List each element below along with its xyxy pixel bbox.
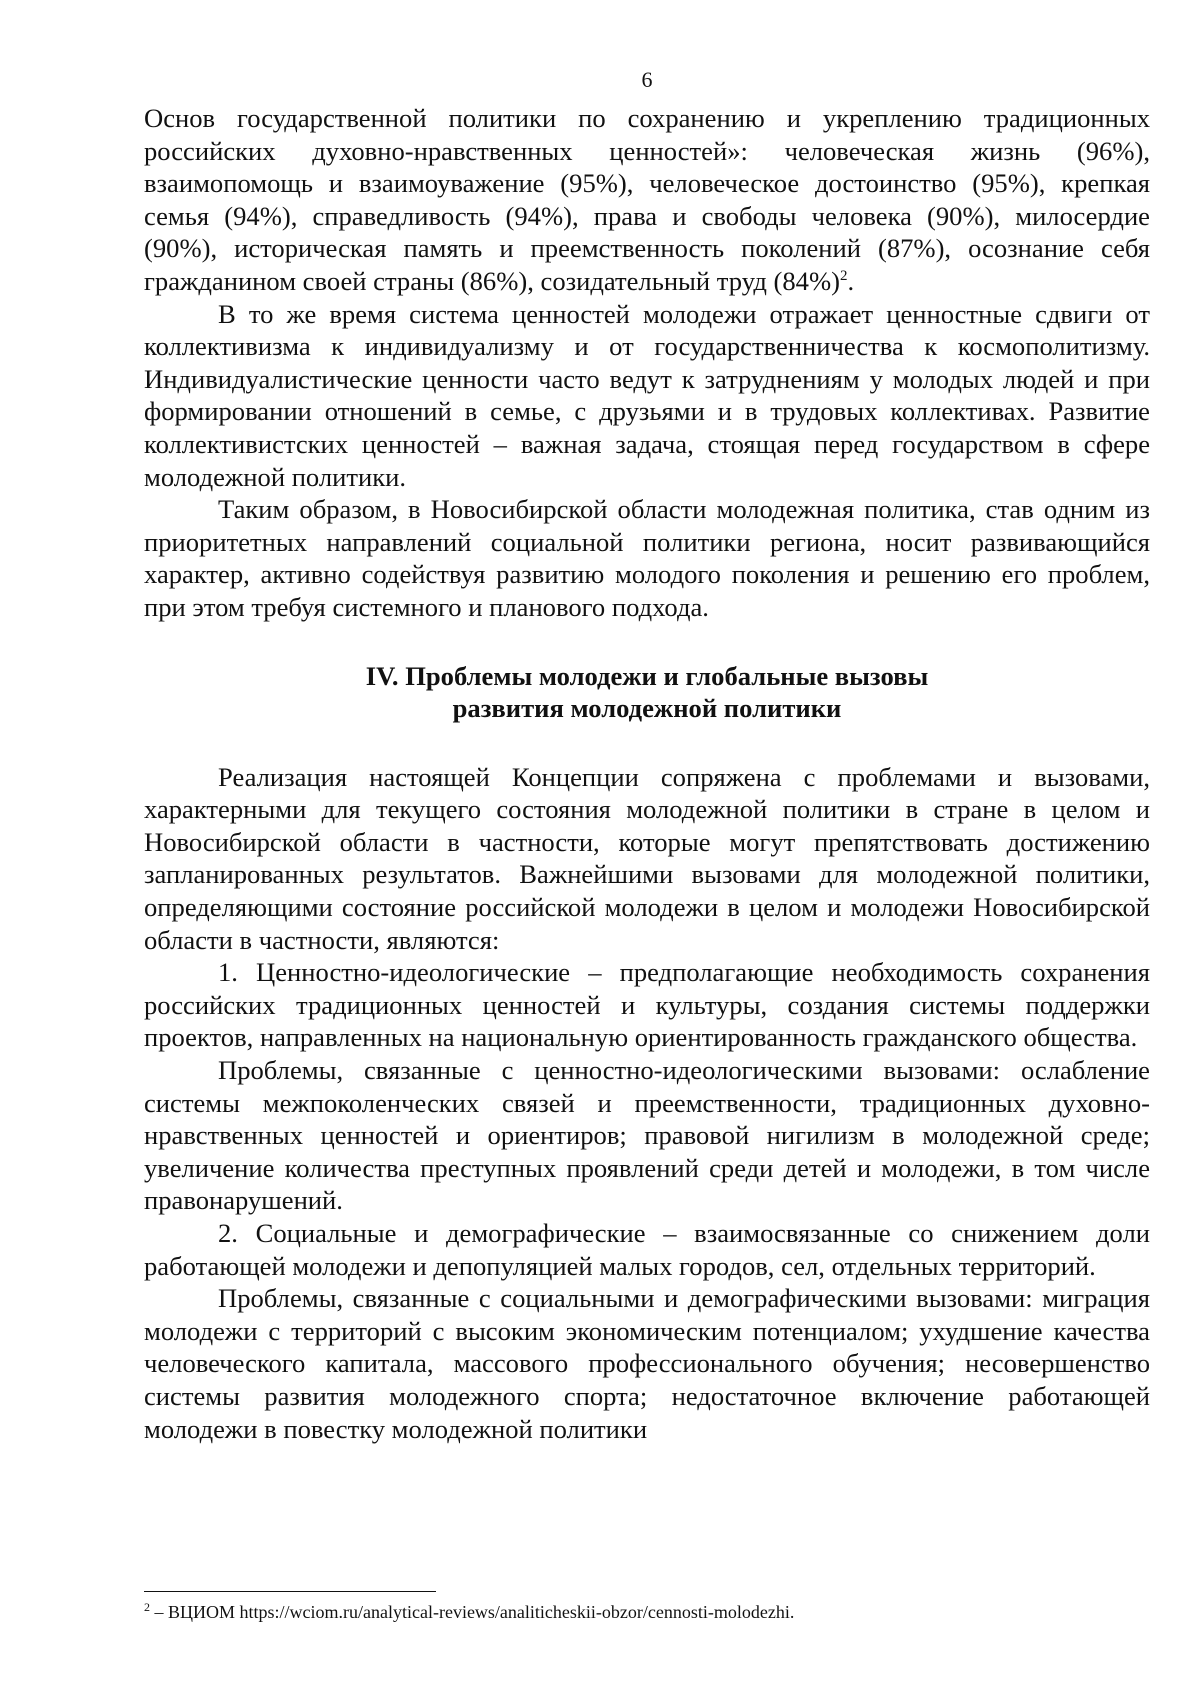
footnote-text: – ВЦИОМ https://wciom.ru/analytical-reviews/analiticheskii-obzor/cennosti-molodezhi.	[150, 1602, 795, 1622]
paragraph-challenge-1: 1. Ценностно-идеологические – предполагающие необходимость сохранения российских традиционных ценностей и культуры, создания системы поддержки проектов, направленных на национальную ориентированность гражданского общества.	[144, 957, 1150, 1053]
footnote-marker: 2	[144, 1600, 150, 1614]
paragraph-end: .	[847, 265, 855, 296]
paragraph-value-shifts: В то же время система ценностей молодежи отражает ценностные сдвиги от коллективизма к индивидуализму и от государственничества к космополитизму. Индивидуалистические ценности часто ведут к затруднениям у молодых людей и при формировании отношений в семье, с друзьями и в трудовых коллективах. Развитие коллективистских ценностей – важная задача, стоящая перед государством в сфере молодежной политики.	[144, 298, 1150, 492]
paragraph-text: Основ государственной политики по сохранению и укреплению традиционных российских духовно-нравственных ценностей»: человеческая жизнь (96%), взаимопомощь и взаимоуважение (95%), человеческое достоинство (95%), крепкая семья (94%), справедливость (94%), права и свободы человека (90%), милосердие (90%), историческая память и преемственность поколений (87%), осознание себя гражданином своей страны (86%), созидательный труд (84%)	[144, 103, 1150, 296]
section-heading	[144, 660, 1150, 725]
paragraph-values-list	[144, 102, 1150, 298]
paragraph-challenge-2-problems: Проблемы, связанные с социальными и демографическими вызовами: миграция молодежи с территорий с высоким экономическим потенциалом; ухудшение качества человеческого капитала, массового профессионального обучения; несовершенство системы развития молодежного спорта; недостаточное включение работающей молодежи в повестку молодежной политики	[144, 1283, 1150, 1444]
document-page	[144, 66, 1150, 1445]
footnote-reference[interactable]: 2	[839, 268, 848, 285]
footnote	[144, 1601, 1150, 1623]
paragraph-challenge-1-problems: Проблемы, связанные с ценностно-идеологическими вызовами: ослабление системы межпоколенческих связей и преемственности, традиционных духовно-нравственных ценностей и ориентиров; правовой нигилизм в молодежной среде; увеличение количества преступных проявлений среди детей и молодежи, в том числе правонарушений.	[144, 1055, 1150, 1216]
section-heading-line1: IV. Проблемы молодежи и глобальные вызовы	[365, 660, 929, 691]
page-number: 6	[641, 67, 653, 92]
paragraph-challenge-2: 2. Социальные и демографические – взаимосвязанные со снижением доли работающей молодежи и депопуляцией малых городов, сел, отдельных территорий.	[144, 1218, 1150, 1281]
footnote-separator	[144, 1591, 436, 1592]
paragraph-challenges-intro: Реализация настоящей Концепции сопряжена с проблемами и вызовами, характерными для текущего состояния молодежной политики в стране в целом и Новосибирской области в частности, которые могут препятствовать достижению запланированных результатов. Важнейшими вызовами для молодежной политики, определяющими состояние российской молодежи в целом и молодежи Новосибирской области в частности, являются:	[144, 761, 1150, 955]
section-heading-line2: развития молодежной политики	[452, 693, 842, 724]
paragraph-conclusion: Таким образом, в Новосибирской области молодежная политика, став одним из приоритетных направлений социальной политики региона, носит развивающийся характер, активно содействуя развитию молодого поколения и решению его проблем, при этом требуя системного и планового подхода.	[144, 494, 1150, 622]
